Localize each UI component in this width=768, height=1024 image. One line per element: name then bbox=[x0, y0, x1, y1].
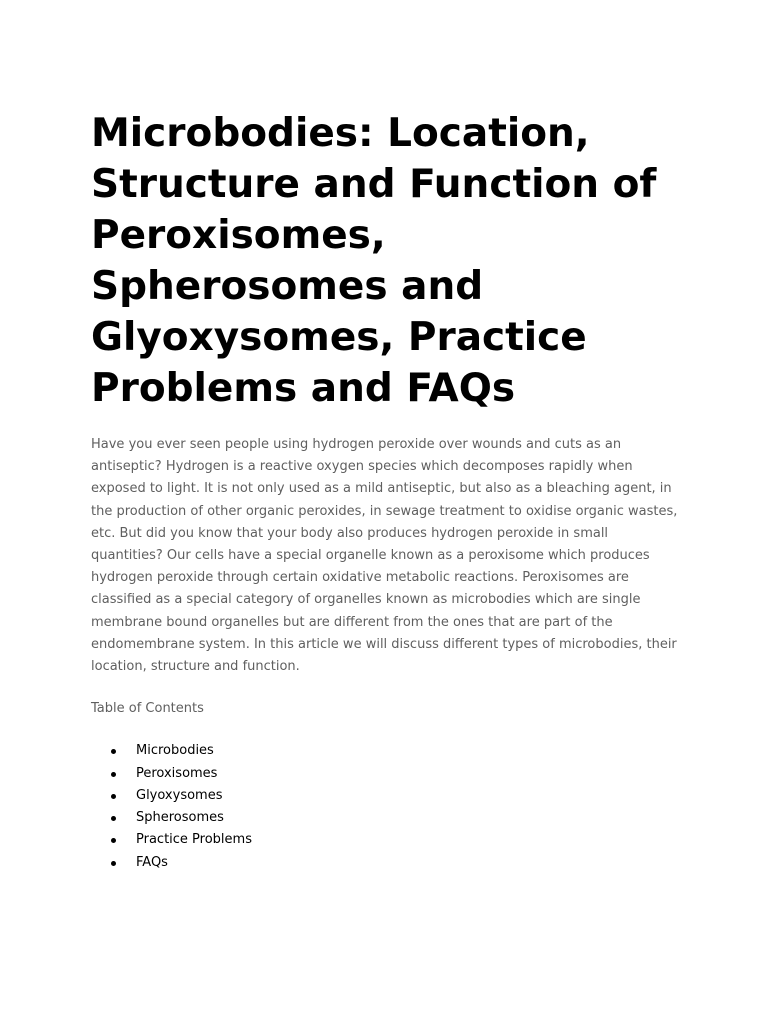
bullet-icon bbox=[111, 838, 116, 843]
toc-item-peroxisomes[interactable] bbox=[91, 763, 678, 785]
toc-item-practice-problems[interactable] bbox=[91, 829, 678, 851]
bullet-icon bbox=[111, 861, 116, 866]
toc-item-label: Spherosomes bbox=[136, 810, 224, 826]
toc-heading: Table of Contents bbox=[91, 701, 204, 717]
intro-paragraph: Have you ever seen people using hydrogen peroxide over wounds and cuts as an antiseptic? Hydrogen is a reactive oxygen species which decomposes rapidly when exposed to light. It is not only used as a mild antiseptic, but also as a bleaching agent, in the production of other organic peroxides, in sewage treatment to oxidise organic wastes, etc. But did you know that your body also produces hydrogen peroxide in small quantities? Our cells have a special organelle known as a peroxisome which produces hydrogen peroxide through certain oxidative metabolic reactions. Peroxisomes are classified as a special category of organelles known as microbodies which are single membrane bound organelles but are different from the ones that are part of the endomembrane system. In this article we will discuss different types of microbodies, their location, structure and function. bbox=[91, 437, 678, 675]
toc-item-label: FAQs bbox=[136, 854, 168, 870]
toc-item-faqs[interactable] bbox=[91, 852, 678, 874]
toc-item-spherosomes[interactable] bbox=[91, 807, 678, 829]
bullet-icon bbox=[111, 749, 116, 754]
article-title: Microbodies: Location, Structure and Function of Peroxisomes, Spherosomes and Glyoxysomes, Practice Problems and FAQs bbox=[91, 111, 657, 411]
bullet-icon bbox=[111, 816, 116, 821]
toc-item-label: Peroxisomes bbox=[136, 765, 218, 781]
toc-item-label: Glyoxysomes bbox=[136, 787, 223, 803]
bullet-icon bbox=[111, 794, 116, 799]
toc-item-glyoxysomes[interactable] bbox=[91, 785, 678, 807]
toc-item-label: Practice Problems bbox=[136, 832, 252, 848]
toc-item-microbodies[interactable] bbox=[91, 740, 678, 762]
toc-item-label: Microbodies bbox=[136, 743, 214, 759]
bullet-icon bbox=[111, 772, 116, 777]
toc-list bbox=[91, 740, 678, 874]
